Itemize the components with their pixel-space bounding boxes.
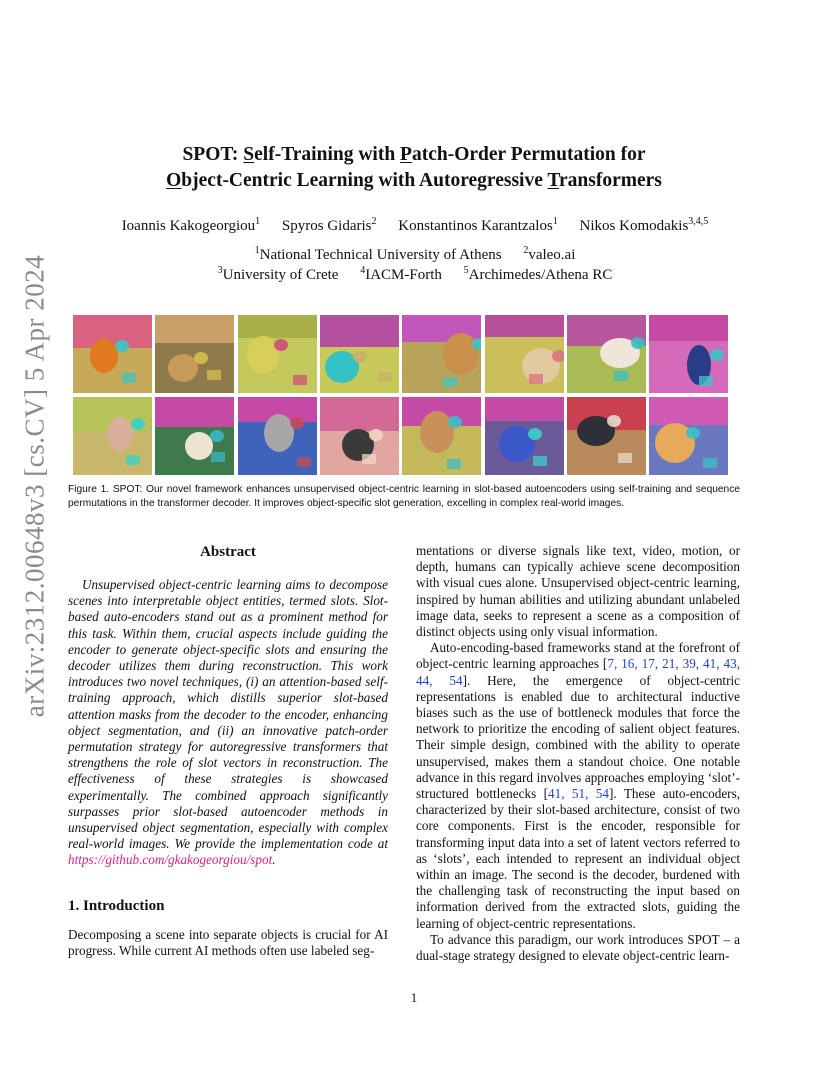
- author-list: [70, 218, 760, 235]
- intro-paragraph-continued: mentations or diverse signals like text, video, motion, or depth, humans can typically achieve scene decomposition with visual cues alone. Unsupervised object-centric learning, inspired by human abilities and utilizing abundant unlabeled image data, seeks to represent a scene as a composition of distinct objects using only visual information.: [416, 543, 740, 640]
- intro-paragraph: Decomposing a scene into separate objects is crucial for AI progress. While current AI methods often use labeled seg-: [68, 926, 388, 958]
- teaser-image-suit-man: [567, 397, 646, 475]
- affiliation: $^2$valeo.ai: [523, 245, 576, 263]
- teaser-image-cat-table: [402, 315, 481, 393]
- affiliation: $^1$National Technical University of Athens: [254, 245, 502, 263]
- teaser-image-office-man: [320, 397, 399, 475]
- teaser-image-orange: [73, 315, 152, 393]
- title-line-1: SPOT: Self-Training with Patch-Order Permutation for: [182, 144, 646, 165]
- teaser-image-tie: [649, 315, 728, 393]
- page-number: 1: [410, 990, 418, 1005]
- teaser-image-baseball: [73, 397, 152, 475]
- teaser-image-elephant-water: [238, 397, 317, 475]
- affiliation: $^5$Archimedes/Athena RC: [463, 265, 613, 283]
- citation[interactable]: 7, 16, 17, 21, 39, 41, 43, 44, 54: [416, 656, 741, 688]
- left-column: [68, 543, 388, 959]
- affiliation: $^4$IACM-Forth: [360, 265, 442, 283]
- affiliation-line-1: [70, 245, 760, 265]
- teaser-image-stadium: [155, 397, 234, 475]
- figure-caption: Figure 1. SPOT: Our novel framework enhances unsupervised object-centric learning in slot-based autoencoders using self-training and sequence permutations in the transformer decoder. It improves object-specific slot generation, excelling in complex real-world images.: [68, 484, 740, 509]
- citation[interactable]: 41, 51, 54: [548, 786, 609, 802]
- title-line-2: Object-Centric Learning with Autoregressive Transformers: [166, 170, 662, 191]
- teaser-figure: [73, 315, 727, 479]
- intro-paragraph-2: Auto-encoding-based frameworks stand at the forefront of object-centric learning approaches [7, 16, 17, 21, 39, 41, 43, 44, 54]. Here, the emergence of object-centric representations is enabled due to architectural inductive biases such as the use of bottleneck modules that force the network to prioritize the encoding of salient object features. Their simple design, combined with the ability to operate unsupervised, makes them a standout choice. One notable advance in this regard involves approaches employing ‘slot’-structured bottlenecks [41, 51, 54]. These auto-encoders, characterized by their slot-based architecture, consist of two core components. First is the encoder, responsible for transforming input data into a set of latent vectors referred to as ‘slots’, each intended to represent an individual object within an image. The second is the decoder, burdened with the challenging task of reconstructing the input based on information derived from the extracted slots, guiding the learning of object-centric representations.: [416, 640, 741, 931]
- affiliations: [70, 245, 760, 285]
- teaser-image-tower: [485, 315, 564, 393]
- code-link[interactable]: https://github.com/gkakogeorgiou/spot: [68, 852, 273, 868]
- teaser-image-toy-bus: [485, 397, 564, 475]
- author: Nikos Komodakis$^{3,4,5}$: [579, 216, 709, 234]
- teaser-image-grass-field: [238, 315, 317, 393]
- affiliation-line-2: [70, 265, 760, 285]
- paper-title: [100, 142, 728, 194]
- right-column: [416, 543, 740, 964]
- intro-paragraph-3: To advance this paradigm, our work introduces SPOT – a dual-stage strategy designed to elevate object-centric learn-: [416, 931, 740, 964]
- section-heading: 1. Introduction: [68, 897, 165, 914]
- arxiv-stamp: [6, 254, 64, 718]
- author: Ioannis Kakogeorgiou$^1$: [121, 216, 261, 234]
- arxiv-stamp-text: arXiv:2312.00648v3 [cs.CV] 5 Apr 2024: [19, 254, 50, 718]
- author: Spyros Gidaris$^2$: [281, 216, 377, 234]
- teaser-image-child-grass: [320, 315, 399, 393]
- abstract-text: Unsupervised object-centric learning aims to decompose scenes into interpretable object entities, termed slots. Slot-based auto-encoders stand out as a prominent method for this task. Within them, crucial aspects include guiding the encoder to generate object-specific slots and ensuring the decoder utilizes them during reconstruction. This work introduces two novel techniques, (i) an attention-based self-training approach, which distills superior slot-based attention masks from the decoder to the encoder, enhancing object segmentation, and (ii) an innovative patch-order permutation strategy for autoregressive transformers that strengthens the role of slot vectors in reconstruction. The effectiveness of these strategies is showcased experimentally. The combined approach significantly surpasses prior slot-based autoencoder methods in unsupervised object segmentation, especially with complex real-world images. We provide the implementation code at https://github.com/gkakogeorgiou/spot.: [68, 577, 388, 868]
- author: Konstantinos Karantzalos$^1$: [398, 216, 558, 234]
- affiliation: $^3$University of Crete: [217, 265, 339, 283]
- teaser-image-surfer: [649, 397, 728, 475]
- abstract-heading: Abstract: [200, 544, 256, 560]
- teaser-image-cardboard-box: [155, 315, 234, 393]
- teaser-image-field-dog: [402, 397, 481, 475]
- teaser-image-batter: [567, 315, 646, 393]
